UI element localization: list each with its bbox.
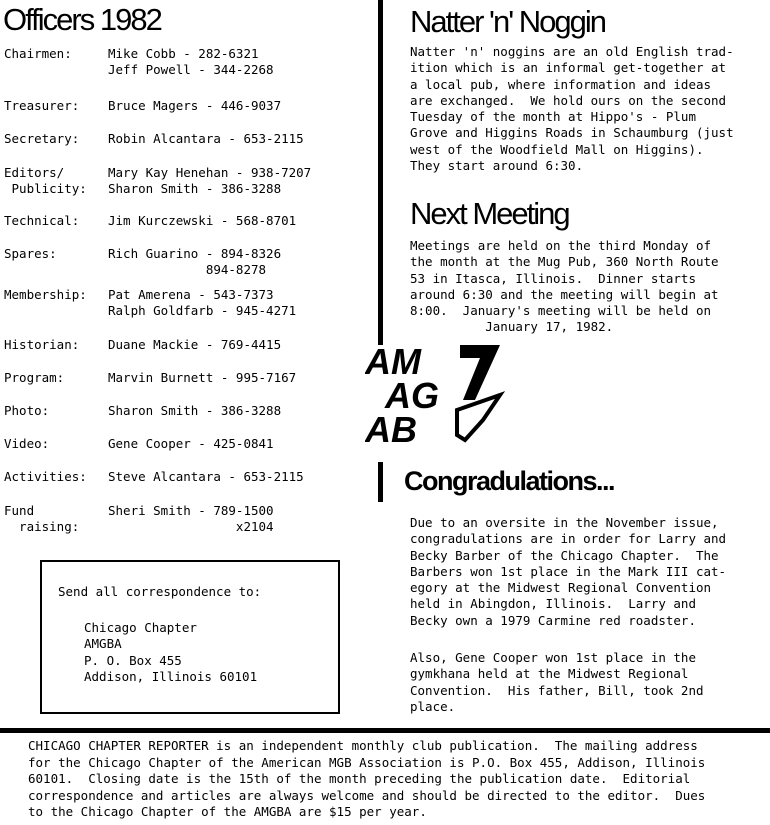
natter-body: Natter 'n' noggins are an old English trad- ition which is an informal get-together at a local pub, where information and ideas are exchanged. We hold ours on the second Tuesday of the month at Hippo's - Plum Grove and Higgins Roads in Schaumburg (just west of the Woodfield Mall on Higgins). They start around 6:30. (410, 44, 734, 174)
officer-contact: Ralph Goldfarb - 945-4271 (108, 303, 297, 318)
officer-role: Secretary: (4, 131, 80, 146)
officer-contacts (108, 246, 281, 278)
officer-role: Program: (4, 370, 65, 385)
officer-contact: Sharon Smith - 386-3288 (108, 403, 282, 418)
officer-role: Fund raising: (4, 503, 80, 534)
officer-contact: Steve Alcantara - 653-2115 (108, 469, 304, 484)
officer-role: Membership: (4, 287, 87, 302)
officer-contacts (108, 98, 281, 114)
officer-role: Technical: (4, 213, 80, 228)
officer-contact: Sheri Smith - 789-1500 (108, 503, 274, 518)
officer-contact: Mike Cobb - 282-6321 (108, 46, 259, 61)
officers-title: Officers 1982 (3, 2, 161, 37)
officer-contacts (108, 403, 281, 419)
officer-contacts (108, 131, 304, 147)
officer-contact: 894-8278 (108, 262, 267, 277)
officer-contacts (108, 213, 296, 229)
svg-text:AB: AB (365, 409, 417, 445)
officer-contact: Jim Kurczewski - 568-8701 (108, 213, 297, 228)
officer-contact: Mary Kay Henehan - 938-7207 (108, 165, 312, 180)
officer-contacts (108, 287, 296, 319)
officer-contact: Duane Mackie - 769-4415 (108, 337, 282, 352)
officer-contacts (108, 165, 311, 197)
amgba-logo (365, 340, 505, 445)
correspondence-address: Chicago Chapter AMGBA P. O. Box 455 Addison, Illinois 60101 (84, 620, 258, 684)
officer-contact: Robin Alcantara - 653-2115 (108, 131, 304, 146)
officer-contacts (108, 436, 274, 452)
officer-role: Chairmen: (4, 46, 72, 61)
footer-divider (0, 728, 770, 733)
next-meeting-body: Meetings are held on the third Monday of the month at the Mug Pub, 360 North Route 53 in Itasca, Illinois. Dinner starts around 6:30 and the meeting will begin at 8:00. January's meeting will be held on January 17, 1982. (410, 238, 719, 335)
officer-contact: Rich Guarino - 894-8326 (108, 246, 282, 261)
officer-contact: Jeff Powell - 344-2268 (108, 62, 274, 77)
officer-contact: Sharon Smith - 386-3288 (108, 181, 282, 196)
correspondence-box (40, 560, 340, 714)
officer-role: Treasurer: (4, 98, 80, 113)
officer-role: Historian: (4, 337, 80, 352)
congratulations-body-2: Also, Gene Cooper won 1st place in the gymkhana held at the Midwest Regional Convention. His father, Bill, took 2nd place. (410, 650, 704, 714)
officer-contacts (108, 503, 274, 535)
officer-contacts (108, 370, 296, 386)
footer-text: CHICAGO CHAPTER REPORTER is an independent monthly club publication. The mailing address for the Chicago Chapter of the American MGB Association is P.O. Box 455, Addison, Illinois 60101. Closing date is the 15th of the month preceding the publication date. Editorial correspondence and articles are always welcome and should be directed to the editor. Dues to the Chicago Chapter of the AMGBA are $15 per year. (28, 738, 706, 819)
officer-contact: x2104 (108, 519, 274, 534)
natter-title: Natter 'n' Noggin (410, 4, 605, 39)
officer-role: Photo: (4, 403, 50, 418)
next-meeting-title: Next Meeting (410, 196, 569, 231)
officer-contact: Gene Cooper - 425-0841 (108, 436, 274, 451)
congratulations-body: Due to an oversite in the November issue, congradulations are in order for Larry and Becky Barber of the Chicago Chapter. The Barbers won 1st place in the Mark III cat- egory at the Midwest Regional Convention held in Abingdon, Illinois. Larry and Becky own a 1979 Carmine red roadster. (410, 515, 727, 628)
officer-contact: Bruce Magers - 446-9037 (108, 98, 282, 113)
column-divider-lower (378, 462, 383, 502)
officer-role: Editors/ Publicity: (4, 165, 87, 196)
officer-contact: Pat Amerena - 543-7373 (108, 287, 274, 302)
officer-role: Video: (4, 436, 50, 451)
officer-contact: Marvin Burnett - 995-7167 (108, 370, 297, 385)
svg-text:AM: AM (365, 341, 421, 382)
officer-contacts (108, 469, 304, 485)
officer-contacts (108, 46, 274, 78)
correspondence-heading: Send all correspondence to: (58, 584, 262, 599)
officer-role: Spares: (4, 246, 57, 261)
congratulations-title: Congradulations... (404, 466, 615, 496)
officer-role: Activities: (4, 469, 87, 484)
officer-contacts (108, 337, 281, 353)
column-divider (378, 0, 383, 345)
svg-text:AG: AG (385, 375, 439, 416)
